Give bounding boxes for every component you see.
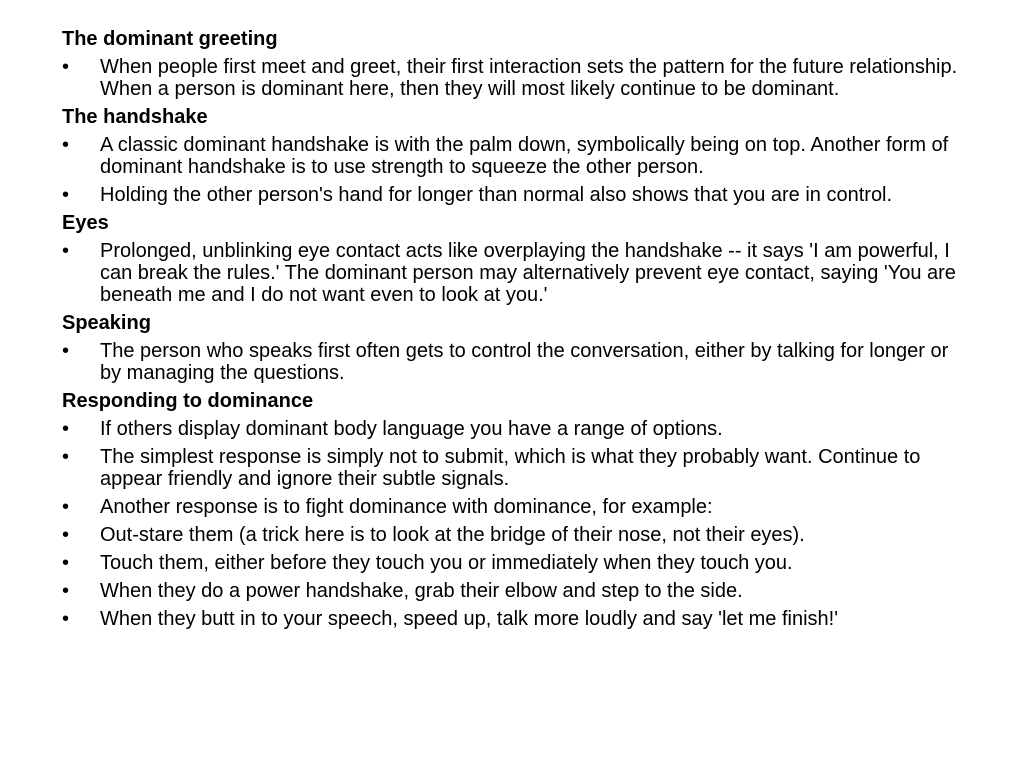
- section-heading: Eyes: [62, 212, 109, 234]
- bullet-list: [62, 56, 962, 100]
- bullet-icon: •: [62, 134, 70, 156]
- bullet-text: When they butt in to your speech, speed up, talk more loudly and say 'let me finish!': [100, 608, 839, 630]
- bullet-item: [62, 608, 962, 630]
- bullet-item: [62, 496, 962, 518]
- section-heading: The handshake: [62, 106, 208, 128]
- bullet-list: [62, 418, 962, 630]
- bullet-icon: •: [62, 608, 70, 630]
- bullet-item: [62, 240, 962, 306]
- bullet-text: The simplest response is simply not to submit, which is what they probably want. Continue to appear friendly and ignore their subtle signals.: [100, 446, 921, 490]
- slide-content: [62, 28, 962, 636]
- bullet-list: [62, 340, 962, 384]
- bullet-icon: •: [62, 56, 70, 78]
- bullet-item: [62, 446, 962, 490]
- bullet-icon: •: [62, 496, 70, 518]
- bullet-text: Prolonged, unblinking eye contact acts like overplaying the handshake -- it says 'I am powerful, I can break the rules.' The dominant person may alternatively prevent eye contact, saying 'You are beneath me and I do not want even to look at you.': [100, 240, 956, 306]
- bullet-icon: •: [62, 340, 70, 362]
- bullet-icon: •: [62, 418, 70, 440]
- bullet-icon: •: [62, 580, 70, 602]
- bullet-icon: •: [62, 184, 70, 206]
- section-speaking: [62, 312, 962, 384]
- section-heading: Speaking: [62, 312, 151, 334]
- bullet-item: [62, 580, 962, 602]
- bullet-item: [62, 524, 962, 546]
- section-heading: Responding to dominance: [62, 390, 314, 412]
- bullet-item: [62, 56, 962, 100]
- bullet-icon: •: [62, 552, 70, 574]
- bullet-text: Out-stare them (a trick here is to look at the bridge of their nose, not their eyes).: [100, 524, 805, 546]
- bullet-text: Another response is to fight dominance with dominance, for example:: [100, 496, 713, 518]
- bullet-text: If others display dominant body language you have a range of options.: [100, 418, 723, 440]
- bullet-item: [62, 184, 962, 206]
- bullet-list: [62, 240, 962, 306]
- section-eyes: [62, 212, 962, 306]
- bullet-text: When they do a power handshake, grab their elbow and step to the side.: [100, 580, 743, 602]
- bullet-icon: •: [62, 446, 70, 468]
- section-dominant-greeting: [62, 28, 962, 100]
- bullet-text: Touch them, either before they touch you or immediately when they touch you.: [100, 552, 793, 574]
- bullet-text: When people first meet and greet, their first interaction sets the pattern for the future relationship. When a person is dominant here, then they will most likely continue to be dominant.: [100, 56, 958, 100]
- bullet-item: [62, 552, 962, 574]
- bullet-item: [62, 418, 962, 440]
- section-responding-to-dominance: [62, 390, 962, 630]
- bullet-icon: •: [62, 524, 70, 546]
- bullet-list: [62, 134, 962, 206]
- bullet-item: [62, 340, 962, 384]
- bullet-text: The person who speaks first often gets to control the conversation, either by talking for longer or by managing the questions.: [100, 340, 949, 384]
- section-heading: The dominant greeting: [62, 28, 278, 50]
- section-handshake: [62, 106, 962, 206]
- bullet-item: [62, 134, 962, 178]
- bullet-icon: •: [62, 240, 70, 262]
- bullet-text: Holding the other person's hand for longer than normal also shows that you are in control.: [100, 184, 893, 206]
- bullet-text: A classic dominant handshake is with the palm down, symbolically being on top. Another form of dominant handshake is to use strength to squeeze the other person.: [100, 134, 949, 178]
